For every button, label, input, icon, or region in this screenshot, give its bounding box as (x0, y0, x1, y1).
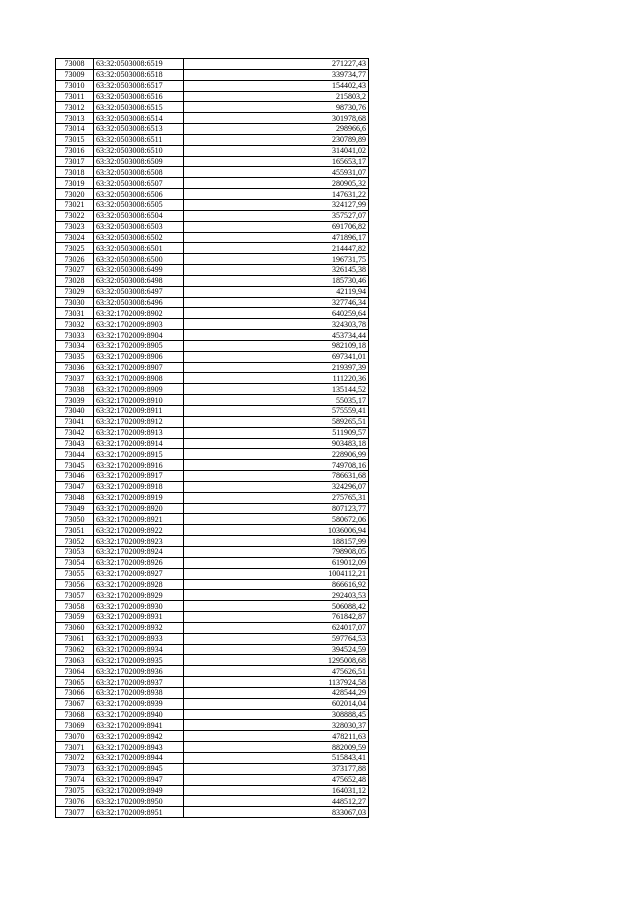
cadastral-number-cell: 63:32:1702009:8915 (94, 449, 184, 460)
table-row (56, 113, 369, 124)
table-row (56, 91, 369, 102)
cadastral-value-cell: 455931,07 (184, 167, 369, 178)
cadastral-number-cell: 63:32:0503008:6505 (94, 199, 184, 210)
row-number-cell: 73018 (56, 167, 94, 178)
cadastral-number-cell: 63:32:1702009:8928 (94, 579, 184, 590)
row-number-cell: 73024 (56, 232, 94, 243)
table-row (56, 536, 369, 547)
cadastral-number-cell: 63:32:1702009:8942 (94, 731, 184, 742)
cadastral-number-cell: 63:32:1702009:8945 (94, 763, 184, 774)
row-number-cell: 73023 (56, 221, 94, 232)
cadastral-value-cell: 214447,82 (184, 243, 369, 254)
cadastral-number-cell: 63:32:1702009:8940 (94, 709, 184, 720)
row-number-cell: 73070 (56, 731, 94, 742)
row-number-cell: 73036 (56, 362, 94, 373)
cadastral-value-cell: 42119,94 (184, 286, 369, 297)
cadastral-number-cell: 63:32:1702009:8902 (94, 308, 184, 319)
row-number-cell: 73040 (56, 406, 94, 417)
table-row (56, 362, 369, 373)
row-number-cell: 73074 (56, 774, 94, 785)
cadastral-number-cell: 63:32:1702009:8944 (94, 753, 184, 764)
row-number-cell: 73051 (56, 525, 94, 536)
row-number-cell: 73054 (56, 557, 94, 568)
table-row (56, 579, 369, 590)
cadastral-number-cell: 63:32:1702009:8911 (94, 406, 184, 417)
cadastral-value-cell: 903483,18 (184, 438, 369, 449)
row-number-cell: 73046 (56, 471, 94, 482)
cadastral-value-cell: 471896,17 (184, 232, 369, 243)
row-number-cell: 73075 (56, 785, 94, 796)
table-row (56, 351, 369, 362)
cadastral-value-cell: 602014,04 (184, 698, 369, 709)
table-row (56, 199, 369, 210)
cadastral-number-cell: 63:32:1702009:8939 (94, 698, 184, 709)
row-number-cell: 73044 (56, 449, 94, 460)
cadastral-value-cell: 580672,06 (184, 514, 369, 525)
row-number-cell: 73049 (56, 503, 94, 514)
row-number-cell: 73017 (56, 156, 94, 167)
cadastral-value-cell: 691706,82 (184, 221, 369, 232)
cadastral-number-cell: 63:32:0503008:6517 (94, 80, 184, 91)
cadastral-number-cell: 63:32:1702009:8941 (94, 720, 184, 731)
table-row (56, 145, 369, 156)
cadastral-number-cell: 63:32:1702009:8917 (94, 471, 184, 482)
row-number-cell: 73012 (56, 102, 94, 113)
row-number-cell: 73033 (56, 330, 94, 341)
row-number-cell: 73043 (56, 438, 94, 449)
cadastral-number-cell: 63:32:1702009:8934 (94, 644, 184, 655)
row-number-cell: 73068 (56, 709, 94, 720)
table-row (56, 460, 369, 471)
row-number-cell: 73071 (56, 742, 94, 753)
row-number-cell: 73060 (56, 622, 94, 633)
cadastral-value-cell: 164031,12 (184, 785, 369, 796)
cadastral-number-cell: 63:32:1702009:8931 (94, 612, 184, 623)
cadastral-number-cell: 63:32:1702009:8903 (94, 319, 184, 330)
cadastral-value-cell: 807123,77 (184, 503, 369, 514)
row-number-cell: 73029 (56, 286, 94, 297)
table-row (56, 210, 369, 221)
cadastral-number-cell: 63:32:0503008:6518 (94, 69, 184, 80)
cadastral-value-cell: 428544,29 (184, 687, 369, 698)
row-number-cell: 73064 (56, 666, 94, 677)
table-row (56, 416, 369, 427)
cadastral-value-cell: 394524,59 (184, 644, 369, 655)
row-number-cell: 73019 (56, 178, 94, 189)
table-row (56, 514, 369, 525)
cadastral-value-cell: 230789,89 (184, 134, 369, 145)
row-number-cell: 73053 (56, 546, 94, 557)
row-number-cell: 73057 (56, 590, 94, 601)
cadastral-number-cell: 63:32:0503008:6499 (94, 265, 184, 276)
row-number-cell: 73050 (56, 514, 94, 525)
table-row (56, 720, 369, 731)
table-row (56, 612, 369, 623)
row-number-cell: 73073 (56, 763, 94, 774)
table-row (56, 796, 369, 807)
table-row (56, 134, 369, 145)
cadastral-value-cell: 228906,99 (184, 449, 369, 460)
cadastral-value-cell: 308888,45 (184, 709, 369, 720)
table-row (56, 449, 369, 460)
row-number-cell: 73058 (56, 601, 94, 612)
row-number-cell: 73037 (56, 373, 94, 384)
row-number-cell: 73021 (56, 199, 94, 210)
cadastral-number-cell: 63:32:1702009:8951 (94, 807, 184, 818)
row-number-cell: 73039 (56, 395, 94, 406)
table-row (56, 156, 369, 167)
cadastral-value-cell: 1137924,58 (184, 677, 369, 688)
cadastral-number-cell: 63:32:1702009:8905 (94, 340, 184, 351)
row-number-cell: 73013 (56, 113, 94, 124)
table-row (56, 666, 369, 677)
cadastral-value-cell: 1295008,68 (184, 655, 369, 666)
cadastral-value-cell: 624017,07 (184, 622, 369, 633)
cadastral-value-cell: 328030,37 (184, 720, 369, 731)
table-row (56, 438, 369, 449)
cadastral-number-cell: 63:32:1702009:8926 (94, 557, 184, 568)
cadastral-value-cell: 453734,44 (184, 330, 369, 341)
cadastral-value-cell: 475626,51 (184, 666, 369, 677)
cadastral-value-cell: 478211,63 (184, 731, 369, 742)
cadastral-number-cell: 63:32:1702009:8913 (94, 427, 184, 438)
cadastral-number-cell: 63:32:0503008:6508 (94, 167, 184, 178)
cadastral-number-cell: 63:32:0503008:6504 (94, 210, 184, 221)
table-row (56, 373, 369, 384)
cadastral-number-cell: 63:32:0503008:6500 (94, 254, 184, 265)
table-row (56, 709, 369, 720)
cadastral-number-cell: 63:32:0503008:6515 (94, 102, 184, 113)
row-number-cell: 73062 (56, 644, 94, 655)
table-row (56, 590, 369, 601)
cadastral-number-cell: 63:32:0503008:6509 (94, 156, 184, 167)
row-number-cell: 73067 (56, 698, 94, 709)
row-number-cell: 73065 (56, 677, 94, 688)
table-row (56, 785, 369, 796)
cadastral-value-cell: 298966,6 (184, 124, 369, 135)
cadastral-value-cell: 55035,17 (184, 395, 369, 406)
cadastral-number-cell: 63:32:1702009:8921 (94, 514, 184, 525)
table-row (56, 731, 369, 742)
table-row (56, 622, 369, 633)
cadastral-value-cell: 589265,51 (184, 416, 369, 427)
cadastral-value-cell: 882009,59 (184, 742, 369, 753)
cadastral-value-cell: 165653,17 (184, 156, 369, 167)
cadastral-value-cell: 324127,99 (184, 199, 369, 210)
row-number-cell: 73032 (56, 319, 94, 330)
table-row (56, 319, 369, 330)
cadastral-number-cell: 63:32:1702009:8918 (94, 481, 184, 492)
row-number-cell: 73059 (56, 612, 94, 623)
table-row (56, 601, 369, 612)
cadastral-value-cell: 515843,41 (184, 753, 369, 764)
cadastral-number-cell: 63:32:0503008:6519 (94, 59, 184, 70)
cadastral-number-cell: 63:32:1702009:8947 (94, 774, 184, 785)
table-row (56, 471, 369, 482)
cadastral-value-cell: 324296,07 (184, 481, 369, 492)
cadastral-number-cell: 63:32:1702009:8949 (94, 785, 184, 796)
table-row (56, 340, 369, 351)
cadastral-number-cell: 63:32:0503008:6514 (94, 113, 184, 124)
row-number-cell: 73042 (56, 427, 94, 438)
cadastral-value-cell: 619012,09 (184, 557, 369, 568)
row-number-cell: 73011 (56, 91, 94, 102)
row-number-cell: 73076 (56, 796, 94, 807)
row-number-cell: 73034 (56, 340, 94, 351)
table-row (56, 395, 369, 406)
table-row (56, 243, 369, 254)
table-row (56, 633, 369, 644)
table-row (56, 557, 369, 568)
row-number-cell: 73008 (56, 59, 94, 70)
row-number-cell: 73038 (56, 384, 94, 395)
cadastral-value-cell: 280905,32 (184, 178, 369, 189)
cadastral-number-cell: 63:32:1702009:8930 (94, 601, 184, 612)
table-row (56, 807, 369, 818)
cadastral-value-cell: 326145,38 (184, 265, 369, 276)
cadastral-value-cell: 749708,16 (184, 460, 369, 471)
cadastral-number-cell: 63:32:0503008:6506 (94, 189, 184, 200)
table-row (56, 677, 369, 688)
table-row (56, 763, 369, 774)
cadastral-number-cell: 63:32:1702009:8916 (94, 460, 184, 471)
cadastral-number-cell: 63:32:0503008:6511 (94, 134, 184, 145)
cadastral-number-cell: 63:32:0503008:6502 (94, 232, 184, 243)
table-row (56, 124, 369, 135)
cadastral-value-cell: 339734,77 (184, 69, 369, 80)
cadastral-number-cell: 63:32:1702009:8909 (94, 384, 184, 395)
cadastral-number-cell: 63:32:1702009:8924 (94, 546, 184, 557)
cadastral-value-cell: 448512,27 (184, 796, 369, 807)
row-number-cell: 73045 (56, 460, 94, 471)
cadastral-number-cell: 63:32:0503008:6496 (94, 297, 184, 308)
cadastral-number-cell: 63:32:1702009:8914 (94, 438, 184, 449)
cadastral-number-cell: 63:32:0503008:6510 (94, 145, 184, 156)
row-number-cell: 73010 (56, 80, 94, 91)
cadastral-number-cell: 63:32:1702009:8922 (94, 525, 184, 536)
cadastral-value-table (55, 58, 369, 818)
row-number-cell: 73020 (56, 189, 94, 200)
cadastral-number-cell: 63:32:1702009:8912 (94, 416, 184, 427)
cadastral-number-cell: 63:32:0503008:6501 (94, 243, 184, 254)
cadastral-value-cell: 761842,87 (184, 612, 369, 623)
cadastral-number-cell: 63:32:1702009:8904 (94, 330, 184, 341)
cadastral-value-cell: 1004112,21 (184, 568, 369, 579)
row-number-cell: 73069 (56, 720, 94, 731)
cadastral-value-cell: 357527,07 (184, 210, 369, 221)
cadastral-value-cell: 314041,02 (184, 145, 369, 156)
cadastral-value-cell: 185730,46 (184, 275, 369, 286)
row-number-cell: 73072 (56, 753, 94, 764)
cadastral-value-cell: 697341,01 (184, 351, 369, 362)
cadastral-number-cell: 63:32:1702009:8929 (94, 590, 184, 601)
table-row (56, 492, 369, 503)
cadastral-value-cell: 1036006,94 (184, 525, 369, 536)
row-number-cell: 73056 (56, 579, 94, 590)
cadastral-number-cell: 63:32:1702009:8938 (94, 687, 184, 698)
row-number-cell: 73063 (56, 655, 94, 666)
row-number-cell: 73077 (56, 807, 94, 818)
table-row (56, 167, 369, 178)
cadastral-value-cell: 833067,03 (184, 807, 369, 818)
cadastral-value-cell: 982109,18 (184, 340, 369, 351)
table-row (56, 525, 369, 536)
cadastral-value-cell: 147631,22 (184, 189, 369, 200)
row-number-cell: 73009 (56, 69, 94, 80)
cadastral-value-cell: 786631,68 (184, 471, 369, 482)
cadastral-value-cell: 866616,92 (184, 579, 369, 590)
cadastral-value-cell: 215803,2 (184, 91, 369, 102)
cadastral-number-cell: 63:32:1702009:8920 (94, 503, 184, 514)
row-number-cell: 73026 (56, 254, 94, 265)
cadastral-number-cell: 63:32:0503008:6516 (94, 91, 184, 102)
table-row (56, 254, 369, 265)
row-number-cell: 73055 (56, 568, 94, 579)
cadastral-value-cell: 98730,76 (184, 102, 369, 113)
table-row (56, 481, 369, 492)
table-row (56, 297, 369, 308)
cadastral-number-cell: 63:32:1702009:8943 (94, 742, 184, 753)
cadastral-value-cell: 219397,39 (184, 362, 369, 373)
table-row (56, 275, 369, 286)
cadastral-number-cell: 63:32:1702009:8910 (94, 395, 184, 406)
cadastral-value-cell: 301978,68 (184, 113, 369, 124)
cadastral-number-cell: 63:32:1702009:8906 (94, 351, 184, 362)
row-number-cell: 73015 (56, 134, 94, 145)
cadastral-number-cell: 63:32:1702009:8927 (94, 568, 184, 579)
table-row (56, 69, 369, 80)
table-row (56, 221, 369, 232)
cadastral-number-cell: 63:32:1702009:8950 (94, 796, 184, 807)
row-number-cell: 73027 (56, 265, 94, 276)
table-row (56, 330, 369, 341)
cadastral-value-cell: 640259,64 (184, 308, 369, 319)
cadastral-number-cell: 63:32:1702009:8907 (94, 362, 184, 373)
cadastral-value-cell: 511909,57 (184, 427, 369, 438)
table-row (56, 546, 369, 557)
row-number-cell: 73030 (56, 297, 94, 308)
table-row (56, 568, 369, 579)
table-row (56, 687, 369, 698)
table-row (56, 427, 369, 438)
table-row (56, 406, 369, 417)
cadastral-value-cell: 135144,52 (184, 384, 369, 395)
row-number-cell: 73031 (56, 308, 94, 319)
table-body (56, 59, 369, 818)
table-row (56, 308, 369, 319)
table-row (56, 644, 369, 655)
cadastral-value-cell: 271227,43 (184, 59, 369, 70)
table-row (56, 232, 369, 243)
cadastral-value-cell: 798908,05 (184, 546, 369, 557)
row-number-cell: 73022 (56, 210, 94, 221)
row-number-cell: 73052 (56, 536, 94, 547)
table-row (56, 286, 369, 297)
cadastral-number-cell: 63:32:1702009:8935 (94, 655, 184, 666)
cadastral-value-cell: 196731,75 (184, 254, 369, 265)
cadastral-value-cell: 292403,53 (184, 590, 369, 601)
cadastral-value-cell: 111220,36 (184, 373, 369, 384)
row-number-cell: 73066 (56, 687, 94, 698)
row-number-cell: 73028 (56, 275, 94, 286)
cadastral-value-cell: 373177,88 (184, 763, 369, 774)
cadastral-number-cell: 63:32:1702009:8923 (94, 536, 184, 547)
row-number-cell: 73041 (56, 416, 94, 427)
cadastral-number-cell: 63:32:1702009:8932 (94, 622, 184, 633)
cadastral-value-cell: 506088,42 (184, 601, 369, 612)
cadastral-value-cell: 275765,31 (184, 492, 369, 503)
table-row (56, 774, 369, 785)
table-row (56, 102, 369, 113)
row-number-cell: 73035 (56, 351, 94, 362)
cadastral-number-cell: 63:32:1702009:8936 (94, 666, 184, 677)
row-number-cell: 73025 (56, 243, 94, 254)
table-row (56, 742, 369, 753)
cadastral-value-cell: 597764,53 (184, 633, 369, 644)
table-row (56, 503, 369, 514)
cadastral-value-cell: 475652,48 (184, 774, 369, 785)
table-row (56, 189, 369, 200)
table-row (56, 753, 369, 764)
cadastral-number-cell: 63:32:0503008:6503 (94, 221, 184, 232)
cadastral-value-cell: 327746,34 (184, 297, 369, 308)
cadastral-value-cell: 154402,43 (184, 80, 369, 91)
table-row (56, 698, 369, 709)
cadastral-value-cell: 188157,99 (184, 536, 369, 547)
cadastral-value-cell: 324303,78 (184, 319, 369, 330)
row-number-cell: 73047 (56, 481, 94, 492)
table-row (56, 178, 369, 189)
cadastral-number-cell: 63:32:0503008:6497 (94, 286, 184, 297)
cadastral-number-cell: 63:32:1702009:8937 (94, 677, 184, 688)
cadastral-number-cell: 63:32:1702009:8908 (94, 373, 184, 384)
cadastral-number-cell: 63:32:1702009:8933 (94, 633, 184, 644)
row-number-cell: 73061 (56, 633, 94, 644)
cadastral-number-cell: 63:32:0503008:6498 (94, 275, 184, 286)
cadastral-number-cell: 63:32:0503008:6513 (94, 124, 184, 135)
row-number-cell: 73048 (56, 492, 94, 503)
cadastral-number-cell: 63:32:1702009:8919 (94, 492, 184, 503)
cadastral-value-cell: 575559,41 (184, 406, 369, 417)
table-row (56, 655, 369, 666)
cadastral-number-cell: 63:32:0503008:6507 (94, 178, 184, 189)
row-number-cell: 73016 (56, 145, 94, 156)
table-row (56, 80, 369, 91)
table-row (56, 59, 369, 70)
table-row (56, 384, 369, 395)
row-number-cell: 73014 (56, 124, 94, 135)
table-row (56, 265, 369, 276)
